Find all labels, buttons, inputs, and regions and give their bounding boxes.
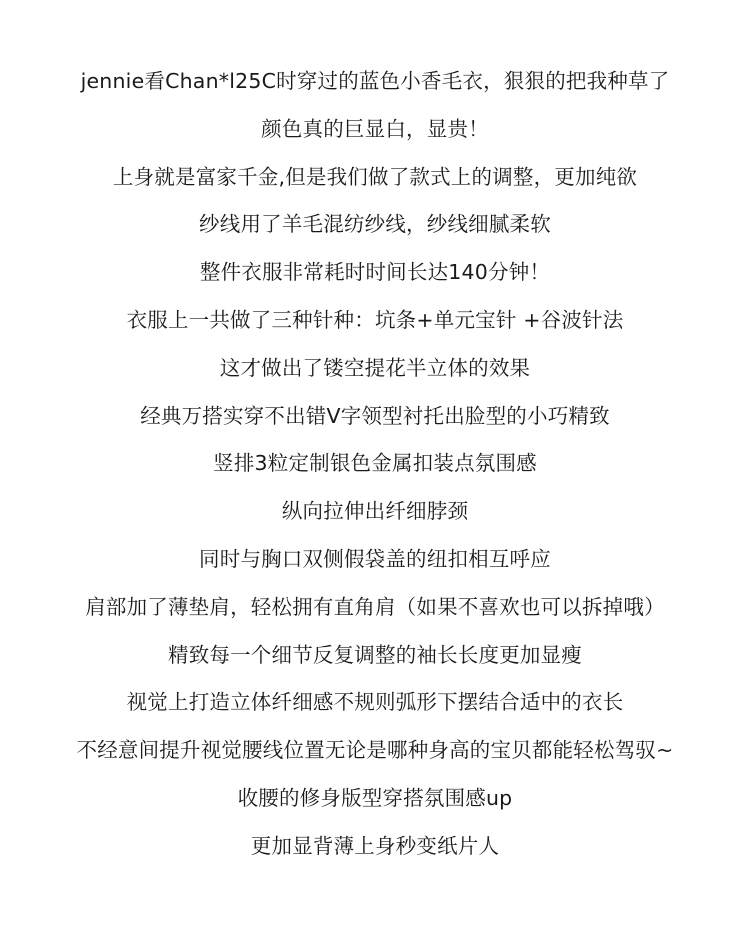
description-line: 收腰的修身版型穿搭氛围感up — [237, 785, 513, 810]
description-line: 颜色真的巨显白，显贵！ — [261, 116, 489, 141]
description-line: jennie看Chan*l25C时穿过的蓝色小香毛衣，狠狠的把我种草了 — [80, 69, 670, 93]
description-line: 衣服上一共做了三种针种：坑条+单元宝针 +谷波针法 — [126, 307, 624, 332]
description-line: 精致每一个细节反复调整的袖长长度更加显瘦 — [168, 642, 582, 667]
description-line: 不经意间提升视觉腰线位置无论是哪种身高的宝贝都能轻松驾驭~ — [76, 738, 674, 763]
description-line: 纵向拉伸出纤细脖颈 — [281, 499, 469, 524]
description-line: 同时与胸口双侧假袋盖的纽扣相互呼应 — [199, 546, 551, 571]
description-line: 肩部加了薄垫肩，轻松拥有直角肩（如果不喜欢也可以拆掉哦） — [85, 594, 665, 619]
description-line: 更加显背薄上身秒变纸片人 — [250, 833, 500, 858]
description-line: 整件衣服非常耗时时间长达140分钟！ — [199, 260, 551, 285]
description-line: 视觉上打造立体纤细感不规则弧形下摆结合适中的衣长 — [126, 690, 624, 715]
description-line: 经典万搭实穿不出错V字领型衬托出脸型的小巧精致 — [140, 403, 610, 428]
description-line: 纱线用了羊毛混纺纱线，纱线细腻柔软 — [199, 212, 551, 237]
description-line: 上身就是富家千金,但是我们做了款式上的调整，更加纯欲 — [112, 164, 638, 189]
description-line: 竖排3粒定制银色金属扣装点氛围感 — [213, 451, 537, 476]
description-line: 这才做出了镂空提花半立体的效果 — [219, 355, 531, 380]
description-lines — [0, 58, 750, 871]
